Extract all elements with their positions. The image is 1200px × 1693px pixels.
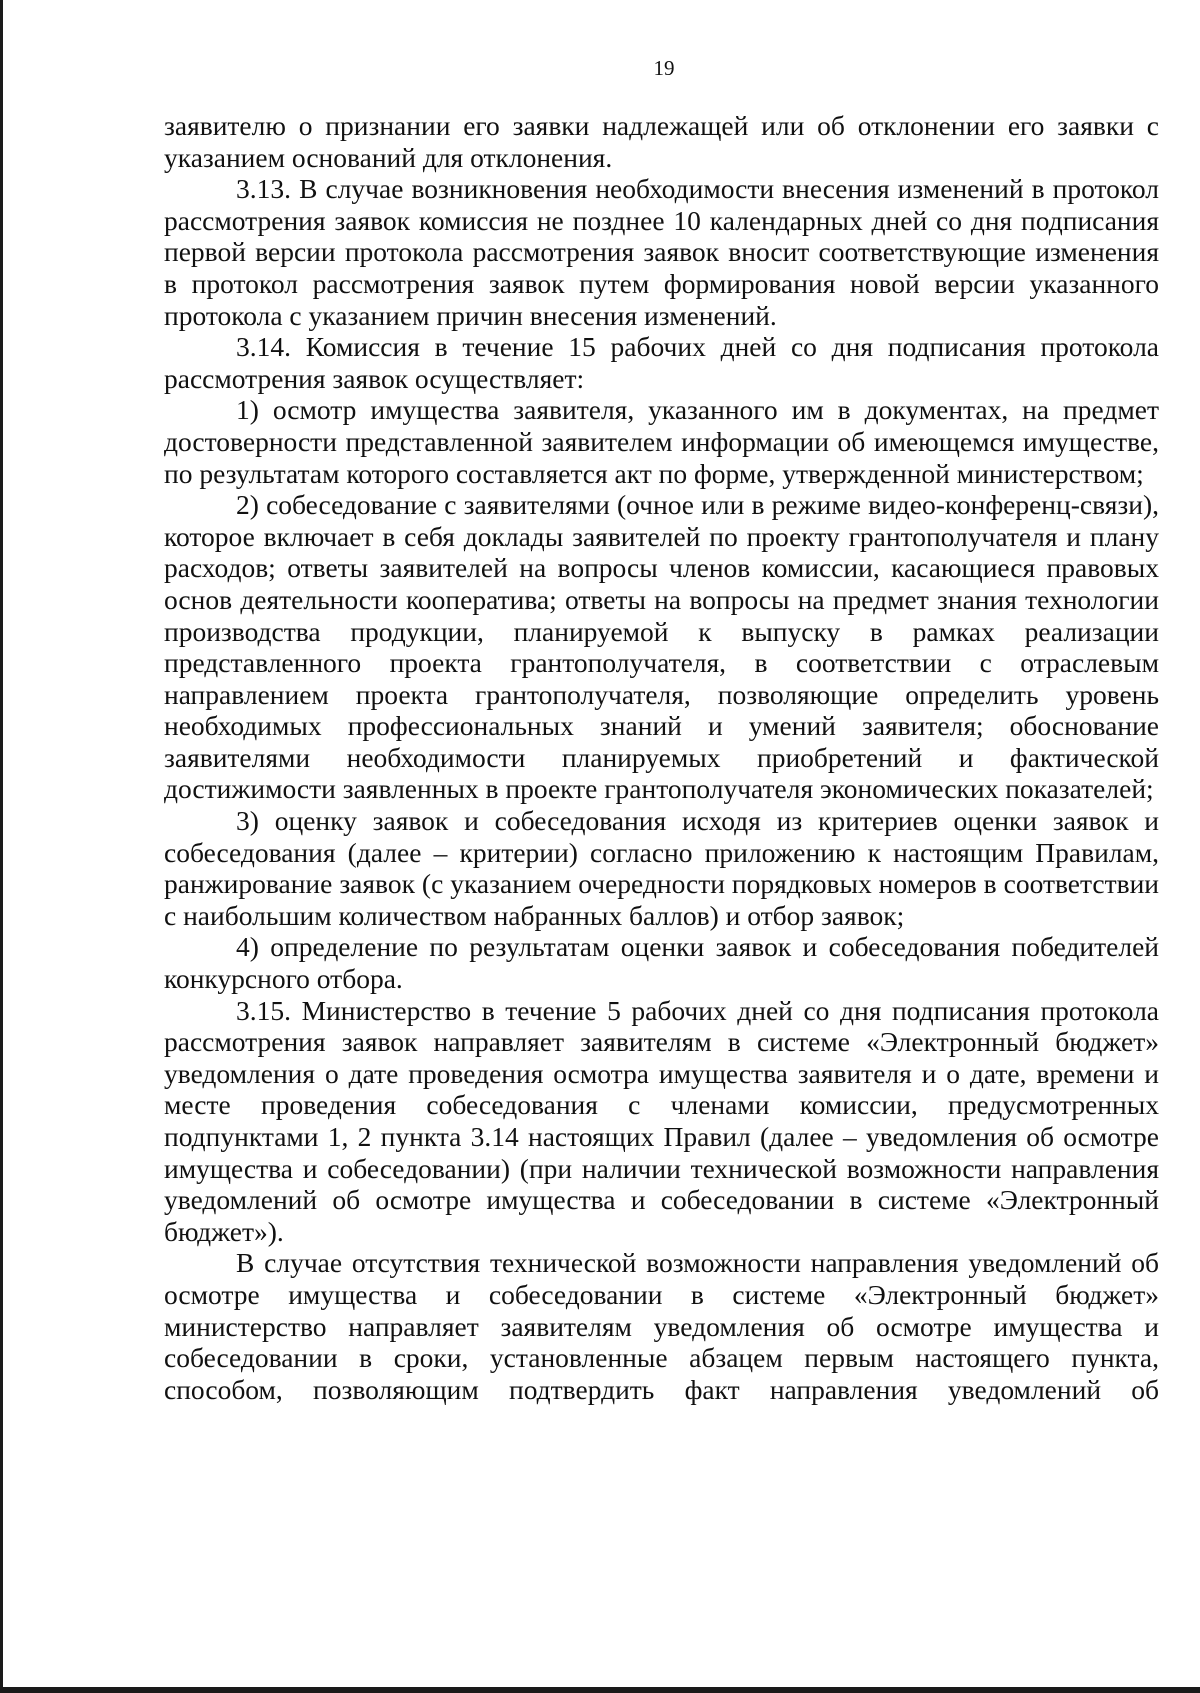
page-number: 19 <box>653 56 675 80</box>
subitem-1: 1) осмотр имущества заявителя, указанного им в документах, на предмет достоверности представленной заявителем информации об имеющемся имуществе, по результатам которого составляется акт по форме, утвержденной министерством; <box>164 394 1159 489</box>
paragraph-3-14: 3.14. Комиссия в течение 15 рабочих дней со дня подписания протокола рассмотрения заявок осуществляет: <box>164 331 1159 394</box>
subitem-4: 4) определение по результатам оценки заявок и собеседования победителей конкурсного отбора. <box>164 931 1159 995</box>
paragraph-3-15: 3.15. Министерство в течение 5 рабочих дней со дня подписания протокола рассмотрения заявок направляет заявителям в системе «Электронный бюджет» уведомления о дате проведения осмотра имущества заявителя и о дате, времени и месте проведения собеседования с членами комиссии, предусмотренных подпунктами 1, 2 пункта 3.14 настоящих Правил (далее – уведомления об осмотре имущества и собеседовании) (при наличии технической возможности направления уведомлений об осмотре имущества и собеседовании в системе «Электронный бюджет»). <box>164 994 1159 1247</box>
subitem-3: 3) оценку заявок и собеседования исходя из критериев оценки заявок и собеседования (далее – критерии) согласно приложению к настоящим Правилам, ранжирование заявок (с указанием очередности порядковых номеров в соответствии с наибольшим количеством набранных баллов) и отбор заявок; <box>164 805 1159 931</box>
document-body <box>164 110 1159 1405</box>
paragraph-3-15-second: В случае отсутствия технической возможности направления уведомлений об осмотре имущества и собеседовании в системе «Электронный бюджет» министерство направляет заявителям уведомления об осмотре имущества и собеседовании в сроки, установленные абзацем первым настоящего пункта, способом, позволяющим подтвердить факт направления уведомлений об <box>164 1247 1159 1405</box>
scan-border-bottom <box>0 1687 1200 1693</box>
paragraph-continuation: заявителю о признании его заявки надлежащей или об отклонении его заявки с указанием оснований для отклонения. <box>164 110 1159 173</box>
subitem-2: 2) собеседование с заявителями (очное или в режиме видео-конференц-связи), которое включает в себя доклады заявителей по проекту грантополучателя и плану расходов; ответы заявителей на вопросы членов комиссии, касающиеся правовых основ деятельности кооператива; ответы на вопросы на предмет знания технологии производства продукции, планируемой к выпуску в рамках реализации представленного проекта грантополучателя, в соответствии с отраслевым направлением проекта грантополучателя, позволяющие определить уровень необходимых профессиональных знаний и умений заявителя; обоснование заявителями необходимости планируемых приобретений и фактической достижимости заявленных в проекте грантополучателя экономических показателей; <box>164 489 1159 805</box>
paragraph-3-13: 3.13. В случае возникновения необходимости внесения изменений в протокол рассмотрения заявок комиссия не позднее 10 календарных дней со дня подписания первой версии протокола рассмотрения заявок вносит соответствующие изменения в протокол рассмотрения заявок путем формирования новой версии указанного протокола с указанием причин внесения изменений. <box>164 173 1159 331</box>
scan-border-left <box>0 0 3 1693</box>
